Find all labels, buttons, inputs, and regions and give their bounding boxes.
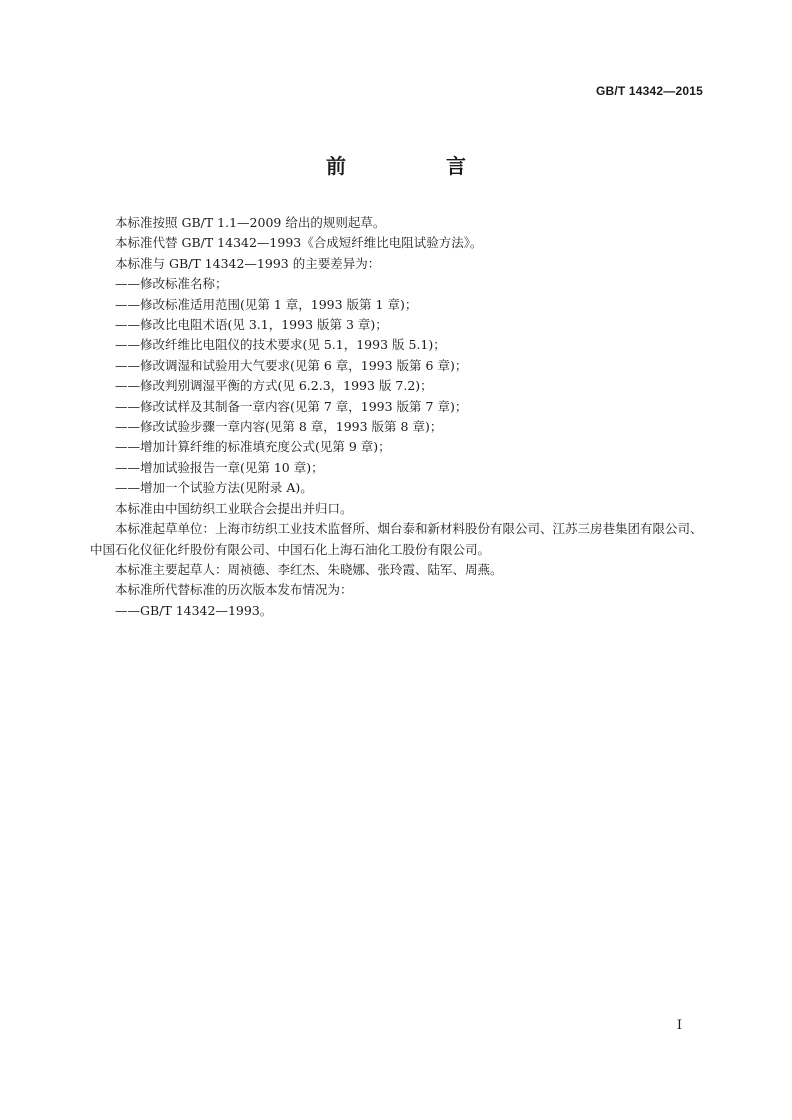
change-item: ——修改判别调湿平衡的方式(见 6.2.3，1993 版 7.2)； xyxy=(115,378,433,394)
change-item: ——修改比电阻术语(见 3.1，1993 版第 3 章)； xyxy=(115,317,388,333)
drafting-rule-paragraph: 本标准按照 GB/T 1.1—2009 给出的规则起草。 xyxy=(115,215,386,230)
standard-code: GB/T 14342—2015 xyxy=(595,84,703,98)
change-item: ——修改标准适用范围(见第 1 章，1993 版第 1 章)； xyxy=(115,296,418,312)
change-item: ——增加试验报告一章(见第 10 章)； xyxy=(115,459,324,475)
foreword-body xyxy=(90,213,704,621)
page-number: I xyxy=(676,1018,682,1033)
change-item: ——修改标准名称； xyxy=(115,276,228,292)
page-title: 前 言 xyxy=(326,154,506,178)
proposal-paragraph: 本标准由中国纺织工业联合会提出并归口。 xyxy=(115,500,353,516)
change-item: ——修改调湿和试验用大气要求(见第 6 章，1993 版第 6 章)； xyxy=(115,357,468,373)
drafting-units-paragraph: 本标准起草单位：上海市纺织工业技术监督所、烟台泰和新材料股份有限公司、江苏三房巷集团有限公司、中国石化仪征化纤股份有限公司、中国石化上海石油化工股份有限公司。 xyxy=(90,521,703,557)
drafters-paragraph: 本标准主要起草人：周祯德、李红杰、朱晓娜、张玲霞、陆军、周燕。 xyxy=(115,561,503,577)
differences-intro-paragraph: 本标准与 GB/T 14342—1993 的主要差异为： xyxy=(115,255,381,271)
change-item: ——修改试验步骤一章内容(见第 8 章，1993 版第 8 章)； xyxy=(115,419,443,435)
change-item: ——增加计算纤维的标准填充度公式(见第 9 章)； xyxy=(115,439,391,455)
change-item: ——增加一个试验方法(见附录 A)。 xyxy=(115,480,313,496)
change-item: ——修改试样及其制备一章内容(见第 7 章，1993 版第 7 章)； xyxy=(115,398,468,414)
change-item: ——修改纤维比电阻仪的技术要求(见 5.1，1993 版 5.1)； xyxy=(115,337,446,353)
history-item: ——GB/T 14342—1993。 xyxy=(115,602,273,618)
history-intro-paragraph: 本标准所代替标准的历次版本发布情况为： xyxy=(115,582,353,598)
changes-list xyxy=(90,274,704,498)
replacement-paragraph: 本标准代替 GB/T 14342—1993《合成短纤维比电阻试验方法》。 xyxy=(115,235,483,251)
history-list xyxy=(90,601,704,621)
